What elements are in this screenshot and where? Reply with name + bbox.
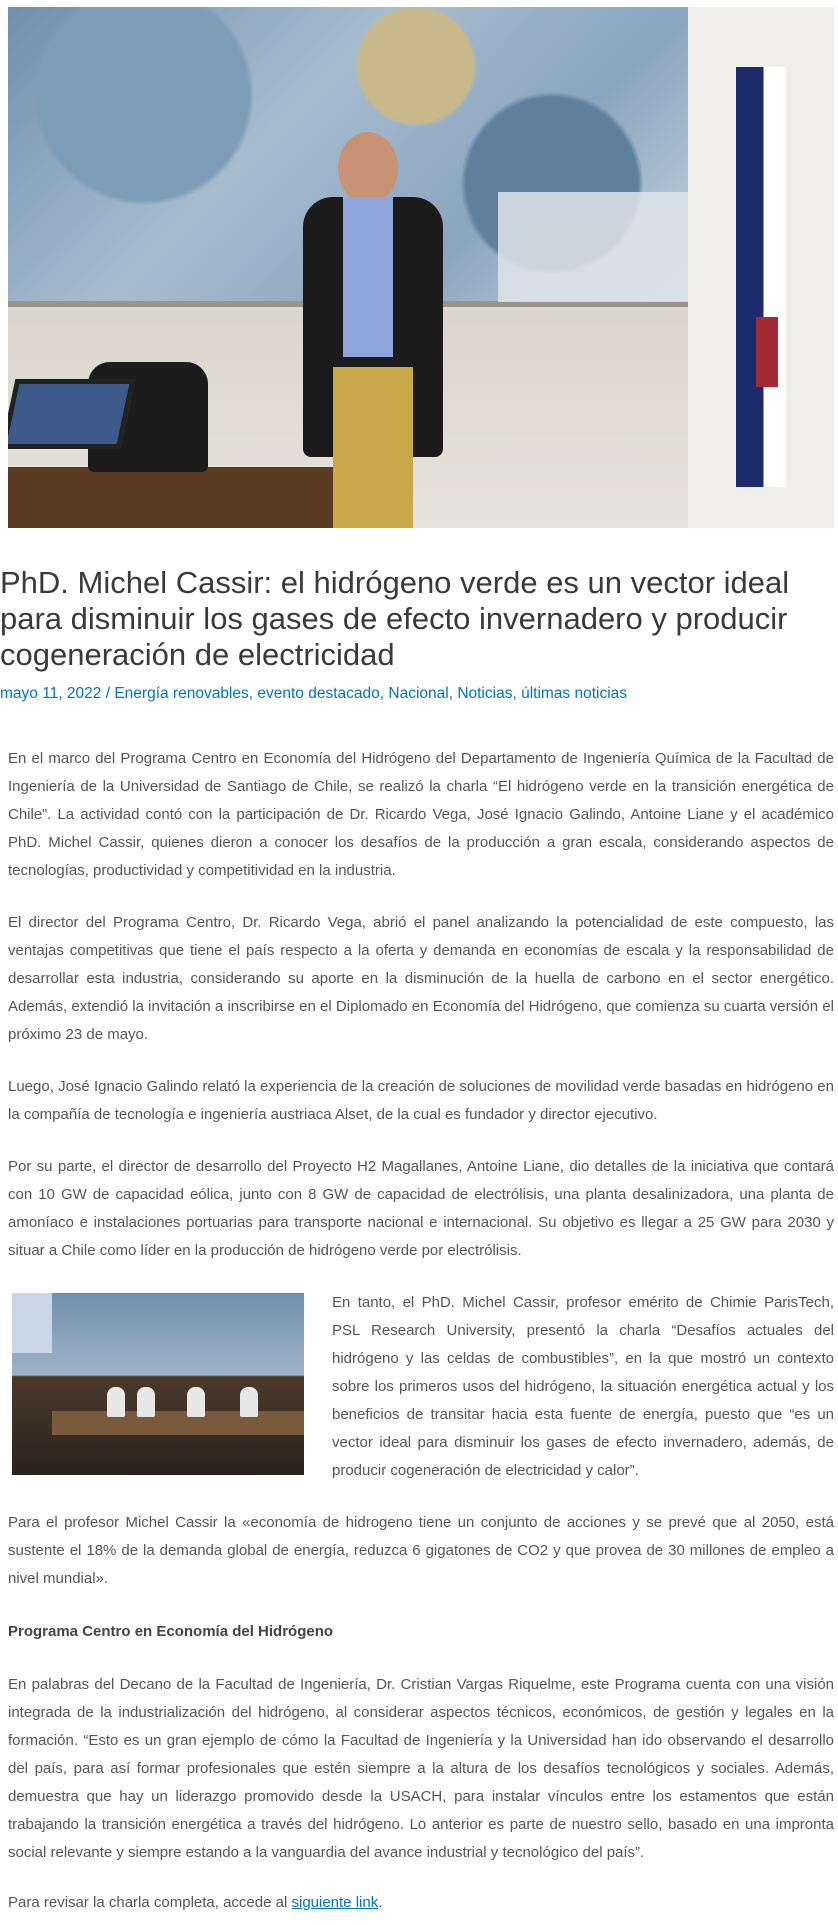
paragraph (8, 1889, 834, 1917)
section-heading: Programa Centro en Economía del Hidrógeno (8, 1623, 334, 1640)
article-title: PhD. Michel Cassir: el hidrógeno verde es un vector ideal para disminuir los gases de efecto invernadero y producir cogeneración de electricidad (0, 565, 790, 672)
category-link[interactable]: evento destacado (257, 685, 380, 702)
category-link[interactable]: Noticias (457, 685, 513, 702)
category-link[interactable]: Nacional (388, 685, 449, 702)
category-link[interactable]: últimas noticias (521, 685, 628, 702)
projection-screen (498, 192, 688, 302)
hero-image (8, 7, 834, 528)
article-meta: mayo 11, 2022 / Energía renovables, evento destacado, Nacional, Noticias, últimas noticias (0, 685, 628, 702)
post-date: mayo 11, 2022 (0, 685, 102, 702)
category-link[interactable]: Energía renovables (114, 685, 249, 702)
talk-link[interactable]: siguiente link (291, 1894, 379, 1911)
paragraph: Por su parte, el director de desarrollo del Proyecto H2 Magallanes, Antoine Liane, dio detalles de la iniciativa que contará con 10 GW de capacidad eólica, junto con 8 GW de capacidad de electrólisis, una planta desalinizadora, una planta de amoníaco e instalaciones portuarias para transporte nacional e internacional. Su objetivo es llegar a 25 GW para 2030 y situar a Chile como líder en la producción de hidrógeno verde por electrólisis. (8, 1158, 834, 1259)
meta-separator: / (101, 685, 115, 702)
link-prefix: Para revisar la charla completa, accede al (8, 1894, 292, 1911)
paragraph: En tanto, el PhD. Michel Cassir, profesor emérito de Chimie ParisTech, PSL Research University, presentó la charla “Desafíos actuales del hidrógeno y las celdas de combustibles”, en la que mostró un contexto sobre los primeros usos del hidrógeno, la situación energética actual y los beneficios de transitar hacia esta fuente de energía, puesto que “es un vector ideal para disminuir los gases de efecto invernadero, además, de producir cogeneración de electricidad y calor”. (332, 1294, 834, 1479)
paragraph: Luego, José Ignacio Galindo relató la experiencia de la creación de soluciones de movilidad verde basadas en hidrógeno en la compañía de tecnología e ingeniería austriaca Alset, de la cual es fundador y director ejecutivo. (8, 1078, 834, 1123)
paragraph: En el marco del Programa Centro en Economía del Hidrógeno del Departamento de Ingeniería Química de la Facultad de Ingeniería de la Universidad de Santiago de Chile, se realizó la charla “El hidrógeno verde en la transición energética de Chile”. La actividad contó con la participación de Dr. Ricardo Vega, José Ignacio Galindo, Antoine Liane y el académico PhD. Michel Cassir, quienes dieron a conocer los desafíos de la producción a gran escala, considerando aspectos de tecnologías, productividad y competitividad en la industria. (8, 750, 834, 879)
paragraph: En palabras del Decano de la Facultad de Ingeniería, Dr. Cristian Vargas Riquelme, este Programa cuenta con una visión integrada de la industrialización del hidrógeno, al considerar aspectos técnicos, económicos, de gestión y legales en la formación. “Esto es un gran ejemplo de cómo la Facultad de Ingeniería y la Universidad han ido observando el desarrollo del país, para así formar profesionales que estén siempre a la altura de los desafíos tecnológicos y sociales. Además, demuestra que hay un liderazgo promovido desde la USACH, para instalar vínculos entre los estamentos que están trabajando la transición energética a través del hidrógeno. Lo anterior es parte de nuestro sello, basado en una impronta social relevante y siempre estando a la vanguardia del avance industrial y tecnológico del país”. (8, 1676, 834, 1861)
speaker-figure (303, 197, 443, 528)
link-suffix: . (378, 1894, 383, 1911)
flag (736, 67, 786, 487)
paragraph: El director del Programa Centro, Dr. Ricardo Vega, abrió el panel analizando la potencialidad de este compuesto, las ventajas competitivas que tiene el país respecto a la oferta y demanda en economías de escala y la responsabilidad de desarrollar esta industria, considerando su aporte en la disminución de la huella de carbono en el sector energético. Además, extendió la invitación a inscribirse en el Diplomado en Economía del Hidrógeno, que comienza su cuarta versión el próximo 23 de mayo. (8, 914, 834, 1043)
laptop (8, 379, 135, 449)
panel-photo (12, 1293, 304, 1475)
paragraph: Para el profesor Michel Cassir la «economía de hidrogeno tiene un conjunto de acciones y se prevé que al 2050, está sustente el 18% de la demanda global de energía, reduzca 6 gigatones de CO2 y que provea de 30 millones de empleo a nivel mundial». (8, 1514, 834, 1587)
